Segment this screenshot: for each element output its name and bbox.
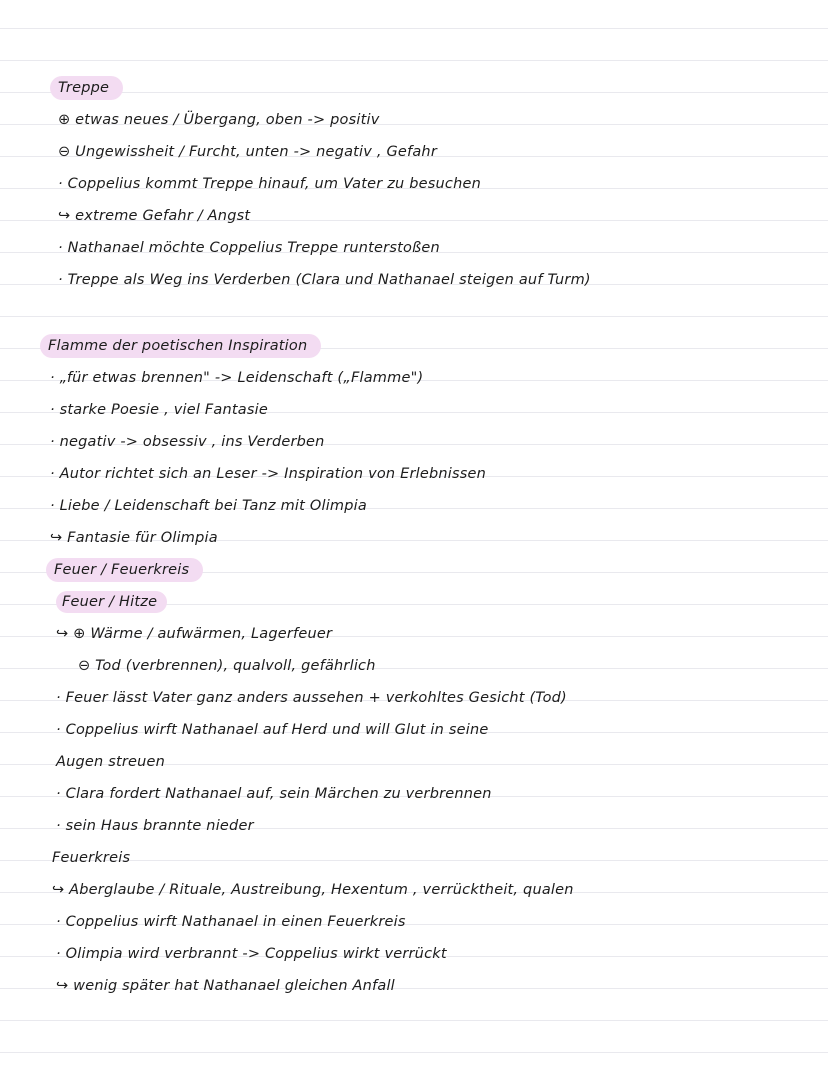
section-heading-feuerkreis: [0, 842, 828, 874]
section-heading-feuer: [0, 554, 828, 586]
section-title: Feuer / Feuerkreis: [46, 558, 203, 582]
section-heading-treppe: [0, 72, 828, 104]
note-line: · Coppelius kommt Treppe hinauf, um Vater zu besuchen: [58, 176, 482, 192]
note-line: ⊖ Tod (verbrennen), qualvoll, gefährlich: [78, 658, 376, 674]
note-line: ↪ wenig später hat Nathanael gleichen Anfall: [56, 978, 395, 994]
note-line: Augen streuen: [56, 754, 166, 770]
note-line: · starke Poesie , viel Fantasie: [50, 402, 268, 418]
note-line: · Coppelius wirft Nathanael auf Herd und will Glut in seine: [56, 722, 489, 738]
subsection-heading: [0, 586, 828, 618]
note-line: · Clara fordert Nathanael auf, sein Märchen zu verbrennen: [56, 786, 492, 802]
subsection-title: Feuer / Hitze: [56, 591, 167, 613]
note-line: · sein Haus brannte nieder: [56, 818, 254, 834]
note-line: · Nathanael möchte Coppelius Treppe runterstoßen: [58, 240, 440, 256]
note-line: · Liebe / Leidenschaft bei Tanz mit Olimpia: [50, 498, 367, 514]
note-line: ↪ Aberglaube / Rituale, Austreibung, Hexentum , verrücktheit, qualen: [52, 882, 574, 898]
note-line: · negativ -> obsessiv , ins Verderben: [50, 434, 325, 450]
note-line: ⊕ etwas neues / Übergang, oben -> positiv: [58, 112, 380, 128]
note-line: ↪ extreme Gefahr / Angst: [58, 208, 251, 224]
section-title: Treppe: [50, 76, 123, 100]
section-title: Feuerkreis: [52, 850, 131, 866]
note-line: · Feuer lässt Vater ganz anders aussehen + verkohltes Gesicht (Tod): [56, 690, 567, 706]
section-heading-flamme: [0, 330, 828, 362]
note-line: · Autor richtet sich an Leser -> Inspiration von Erlebnissen: [50, 466, 487, 482]
note-line: · Coppelius wirft Nathanael in einen Feuerkreis: [56, 914, 406, 930]
note-line: ↪ ⊕ Wärme / aufwärmen, Lagerfeuer: [56, 626, 333, 642]
note-line: ⊖ Ungewissheit / Furcht, unten -> negativ , Gefahr: [58, 144, 437, 160]
section-title: Flamme der poetischen Inspiration: [40, 334, 321, 358]
note-line: ↪ Fantasie für Olimpia: [50, 530, 218, 546]
note-line: · Olimpia wird verbrannt -> Coppelius wirkt verrückt: [56, 946, 447, 962]
note-line: · Treppe als Weg ins Verderben (Clara und Nathanael steigen auf Turm): [58, 272, 591, 288]
note-line: · „für etwas brennen" -> Leidenschaft („Flamme"): [50, 370, 424, 386]
